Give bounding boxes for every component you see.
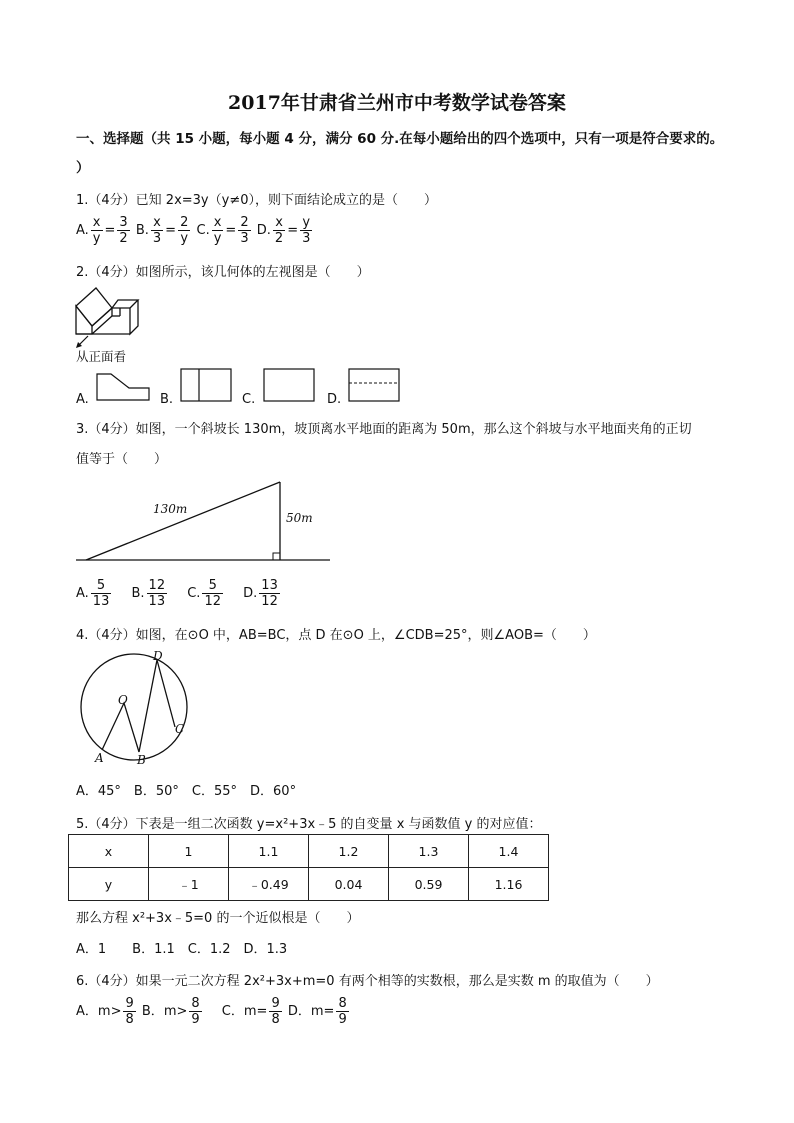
table-cell: 1.16 bbox=[469, 868, 549, 901]
table-cell: 1.1 bbox=[229, 835, 309, 868]
table-cell: ﹣0.49 bbox=[229, 868, 309, 901]
q3-slope-label: 130m bbox=[153, 502, 188, 516]
q3-height-label: 50m bbox=[286, 511, 313, 525]
q2-option-a-figure bbox=[95, 372, 151, 402]
q3-stem-line1: 3.（4分）如图，一个斜坡长 130m，坡顶离水平地面的距离为 50m，那么这个斜坡与水平地面夹角的正切 bbox=[76, 422, 692, 437]
q2-option-b-figure bbox=[180, 368, 232, 402]
q3-option-b[interactable]: B. $\frac{12}{13}$ bbox=[131, 578, 166, 609]
table-cell: 1.3 bbox=[389, 835, 469, 868]
q1-option-c[interactable]: C. $\frac{x}{y}$ = $\frac{2}{3}$ bbox=[196, 215, 249, 246]
q6-option-c[interactable]: C．m= $\frac{9}{8}$ bbox=[221, 996, 280, 1027]
q5-stem: 5.（4分）下表是一组二次函数 y=x²+3x﹣5 的自变量 x 与函数值 y 的对应值： bbox=[76, 817, 542, 832]
table-cell: 1 bbox=[149, 835, 229, 868]
q4-point-c: C bbox=[175, 722, 185, 736]
q6-option-b[interactable]: B．m> $\frac{8}{9}$ bbox=[141, 996, 200, 1027]
table-cell: y bbox=[69, 868, 149, 901]
q2-option-c-figure bbox=[263, 368, 315, 402]
q4-options[interactable]: A．45° B．50° C．55° D．60° bbox=[76, 784, 297, 799]
q2-caption: 从正面看 bbox=[76, 349, 127, 364]
q4-point-o: O bbox=[118, 693, 128, 707]
q3-stem-line2: 值等于（ ） bbox=[76, 452, 168, 467]
q2-option-a-label[interactable]: A. bbox=[76, 392, 89, 407]
q5-options[interactable]: A．1 B．1.1 C．1.2 D．1.3 bbox=[76, 942, 288, 957]
table-cell: 1.4 bbox=[469, 835, 549, 868]
q2-option-d-label[interactable]: D. bbox=[327, 392, 342, 407]
q2-stem: 2.（4分）如图所示，该几何体的左视图是（ ） bbox=[76, 265, 370, 280]
q4-circle-figure bbox=[74, 648, 194, 768]
page-title: 2017年甘肃省兰州市中考数学试卷答案 bbox=[228, 92, 566, 114]
q6-option-d[interactable]: D．m= $\frac{8}{9}$ bbox=[287, 996, 347, 1027]
section-header: 一、选择题（共 15 小题，每小题 4 分，满分 60 分.在每小题给出的四个选项中，只有一项是符合要求的。 bbox=[76, 131, 724, 147]
table-cell: 0.04 bbox=[309, 868, 389, 901]
q1-options bbox=[76, 215, 314, 246]
q3-options bbox=[76, 578, 282, 609]
q4-point-a: A bbox=[95, 751, 104, 765]
table-row bbox=[69, 835, 549, 868]
table-cell: x bbox=[69, 835, 149, 868]
q4-point-b: B bbox=[137, 753, 146, 767]
q1-option-a[interactable]: A. $\frac{x}{y}$ = $\frac{3}{2}$ bbox=[76, 215, 128, 246]
q4-point-d: D bbox=[153, 649, 163, 663]
q1-stem: 1.（4分）已知 2x=3y（y≠0），则下面结论成立的是（ ） bbox=[76, 193, 437, 208]
section-header-cont: ） bbox=[76, 160, 90, 176]
q6-stem: 6.（4分）如果一元二次方程 2x²+3x+m=0 有两个相等的实数根，那么是实数 m 的取值为（ ） bbox=[76, 974, 659, 989]
q2-option-b-label[interactable]: B. bbox=[160, 392, 174, 407]
q6-option-a[interactable]: A．m> $\frac{9}{8}$ bbox=[76, 996, 134, 1027]
q3-option-c[interactable]: C. $\frac{5}{12}$ bbox=[187, 578, 221, 609]
q6-options bbox=[76, 996, 351, 1027]
q2-solid-figure bbox=[74, 286, 144, 348]
table-cell: 0.59 bbox=[389, 868, 469, 901]
q5-follow: 那么方程 x²+3x﹣5=0 的一个近似根是（ ） bbox=[76, 911, 360, 926]
q1-option-b[interactable]: B. $\frac{x}{3}$ = $\frac{2}{y}$ bbox=[135, 215, 189, 246]
q3-option-d[interactable]: D. $\frac{13}{12}$ bbox=[243, 578, 278, 609]
q5-value-table bbox=[68, 834, 549, 901]
q1-option-d[interactable]: D. $\frac{x}{2}$ = $\frac{y}{3}$ bbox=[256, 215, 311, 246]
table-row bbox=[69, 868, 549, 901]
q3-option-a[interactable]: A. $\frac{5}{13}$ bbox=[76, 578, 110, 609]
q2-option-d-figure bbox=[348, 368, 400, 402]
table-cell: 1.2 bbox=[309, 835, 389, 868]
table-cell: ﹣1 bbox=[149, 868, 229, 901]
q2-option-c-label[interactable]: C. bbox=[242, 392, 256, 407]
q4-stem: 4.（4分）如图，在⊙O 中，AB=BC，点 D 在⊙O 上，∠CDB=25°，则∠AOB=（ ） bbox=[76, 628, 596, 643]
